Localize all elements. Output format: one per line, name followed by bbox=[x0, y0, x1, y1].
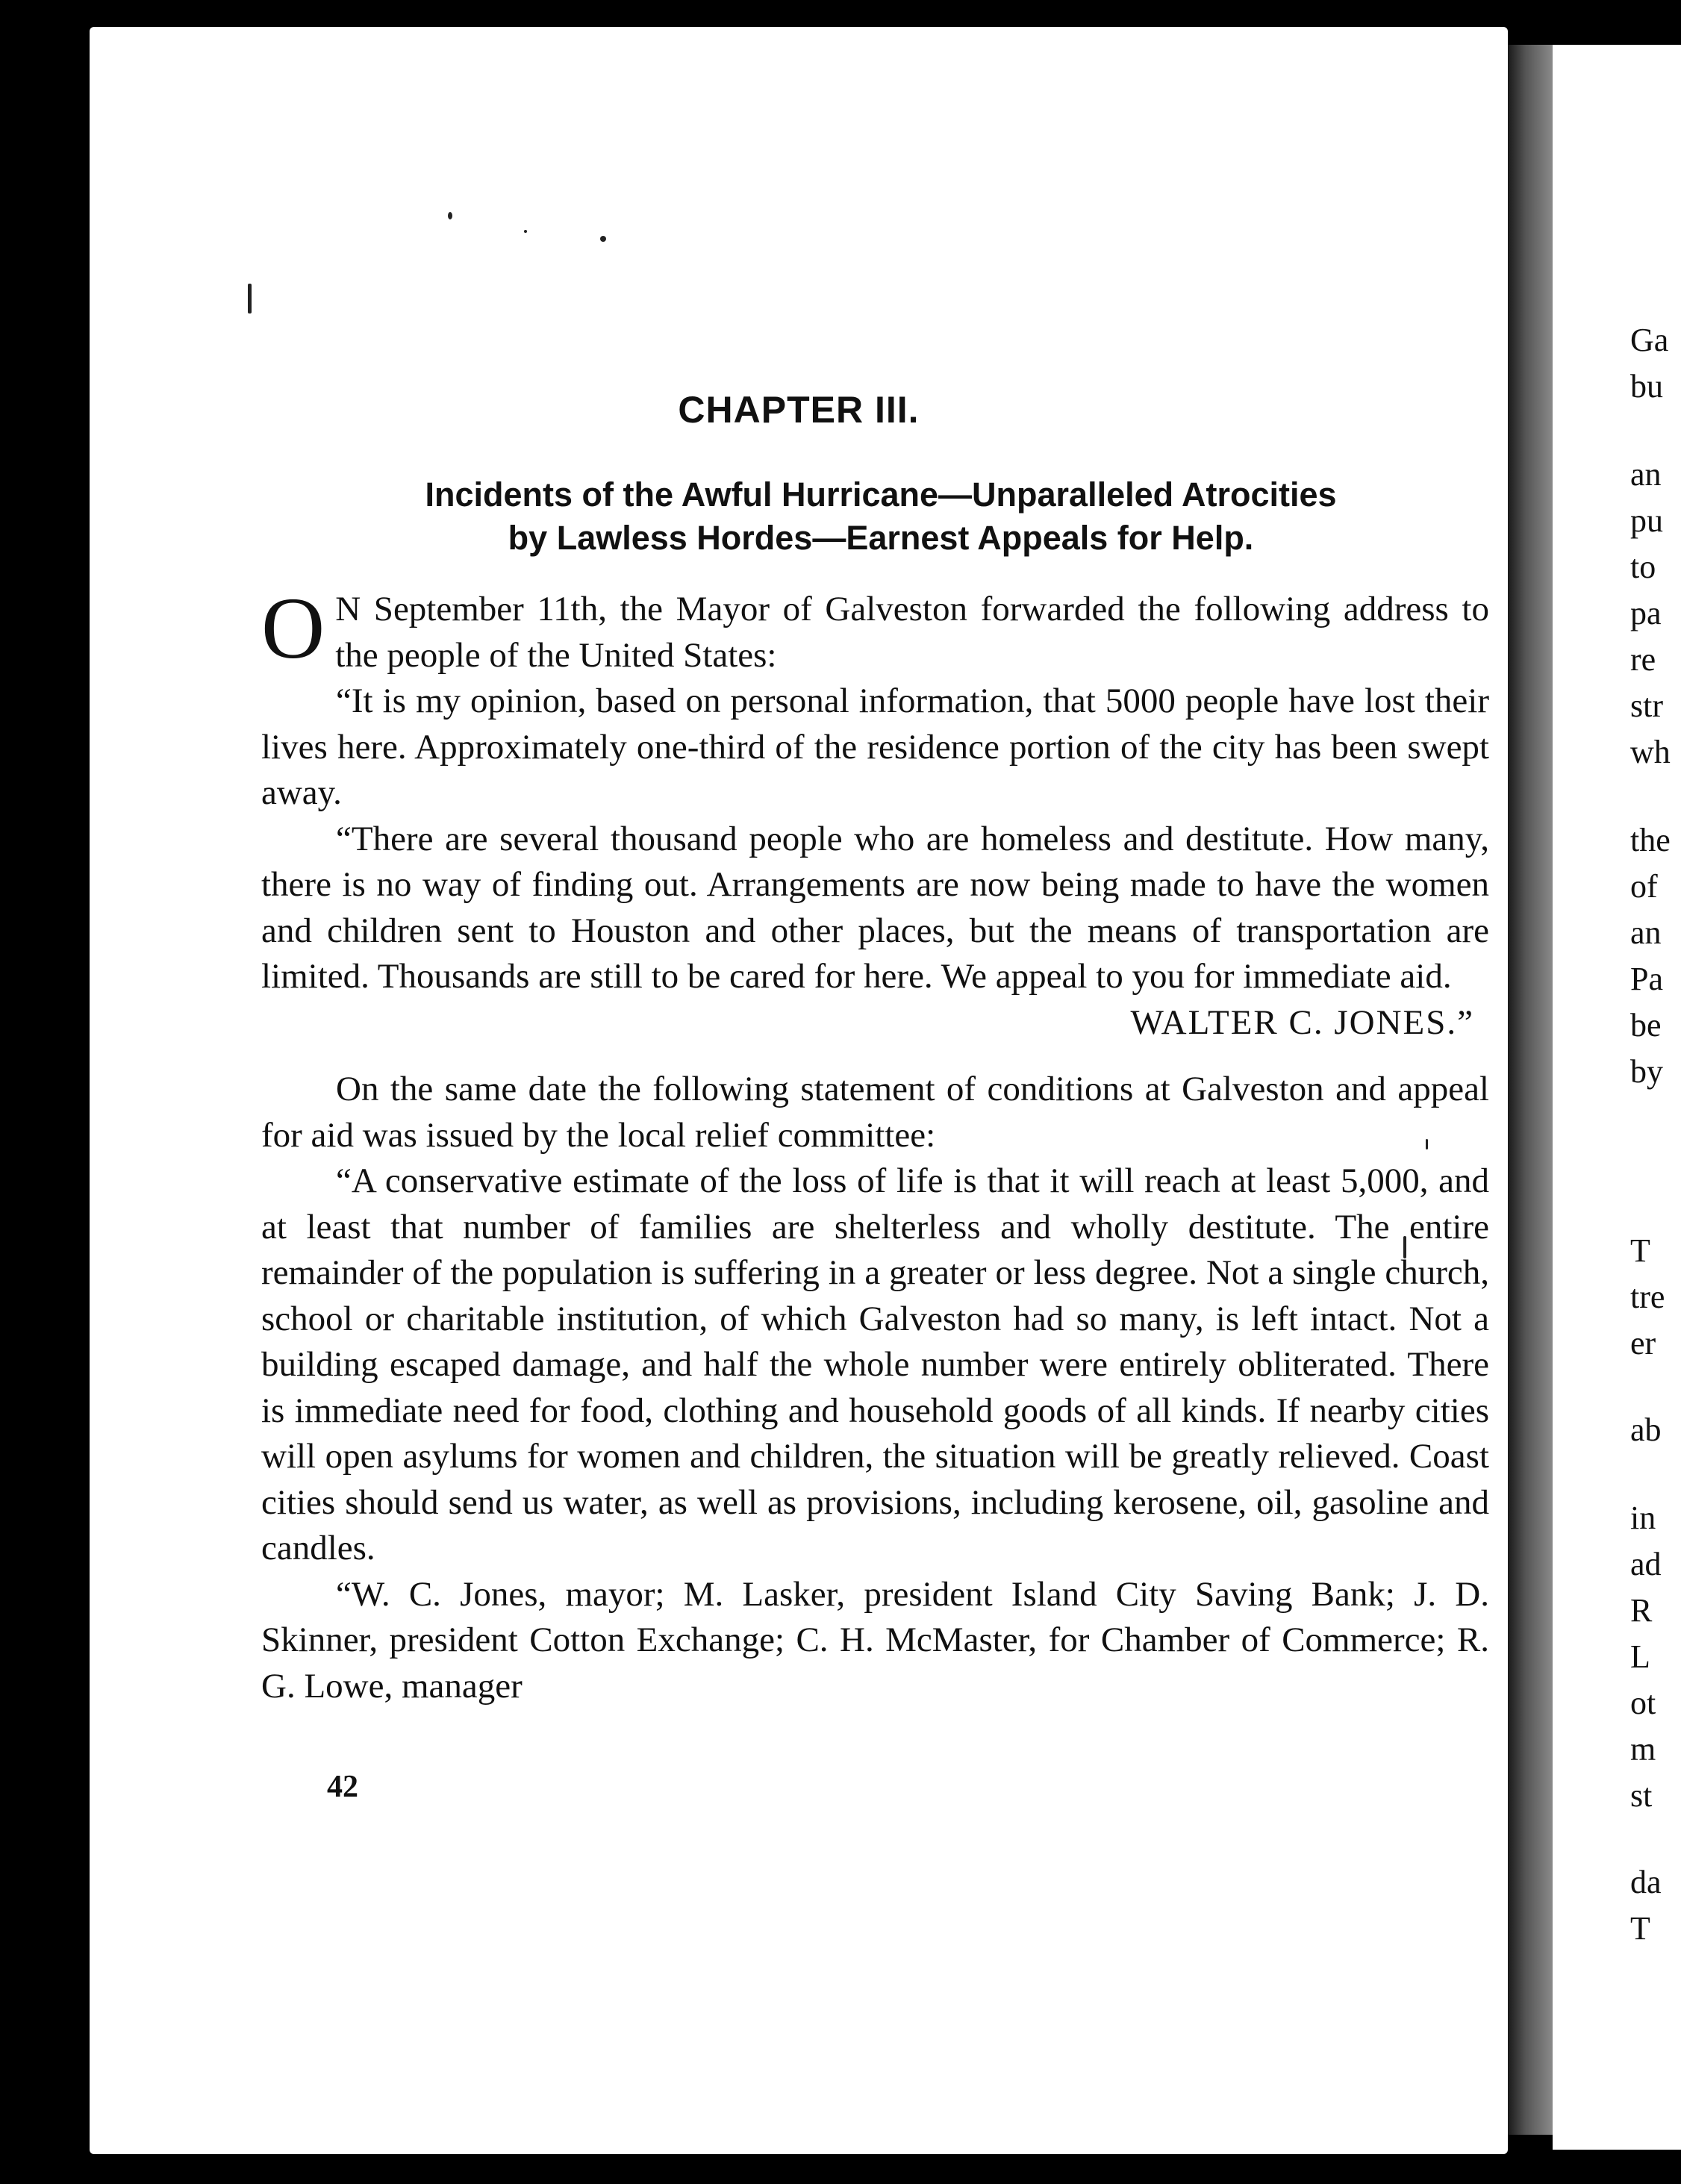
body-text bbox=[261, 579, 1489, 1709]
facing-page-fragment: L bbox=[1630, 1638, 1650, 1675]
facing-page-fragment: T bbox=[1630, 1232, 1650, 1269]
facing-page-fragment: be bbox=[1630, 1007, 1662, 1043]
facing-page-fragment: the bbox=[1630, 822, 1671, 858]
facing-page-fragment: da bbox=[1630, 1864, 1662, 1900]
scan-speck bbox=[600, 236, 606, 242]
facing-page-fragment: R bbox=[1630, 1592, 1653, 1629]
facing-page-fragment: an bbox=[1630, 914, 1662, 951]
facing-page-fragment: tre bbox=[1630, 1279, 1665, 1315]
facing-page-fragment: ab bbox=[1630, 1411, 1662, 1448]
paragraph-mayor-opinion: “It is my opinion, based on personal information, that 5000 people have lost their lives here. Approximately one-third of the residence portion of the city has been swept away. bbox=[261, 681, 1489, 812]
paragraph-committee-statement: “A conservative estimate of the loss of life is that it will reach at least 5,000, and at least that number of families are shelterless and wholly destitute. The entire remainder of the population is suffering in a greater or less degree. Not a single church, school or charitable institution, of which Galveston had so many, is left intact. Not a building escaped damage, and half the whole number were entirely obliterated. There is immediate need for food, clothing and household goods of all kinds. If nearby cities will open asylums for women and children, the situation will be greatly relieved. Coast cities should send us water, as well as provisions, including kerosene, oil, gasoline and candles. bbox=[261, 1161, 1489, 1567]
facing-page-fragment: Pa bbox=[1630, 961, 1663, 997]
facing-page-fragment: re bbox=[1630, 641, 1656, 678]
facing-page-fragment: to bbox=[1630, 549, 1656, 585]
paragraph-mayor-appeal-text: “There are several thousand people who are homeless and destitute. How many, there is no way of finding out. Arrangements are now being made to have the women and children sent to Houston and other places, but the means of transportation are limited. Thousands are still to be cared for here. We appeal to you for immediate aid. bbox=[261, 819, 1489, 996]
drop-cap: O bbox=[261, 579, 325, 677]
facing-page-fragment: st bbox=[1630, 1777, 1653, 1814]
chapter-title: CHAPTER III. bbox=[678, 389, 920, 431]
facing-page-fragment: an bbox=[1630, 456, 1662, 493]
facing-page-fragment: m bbox=[1630, 1731, 1656, 1768]
chapter-subtitle-line-2: by Lawless Hordes—Earnest Appeals for Help. bbox=[508, 519, 1254, 557]
facing-page-fragment: pa bbox=[1630, 595, 1662, 631]
facing-page-fragment: str bbox=[1630, 687, 1663, 724]
book-page bbox=[90, 27, 1508, 2154]
facing-page-fragment: wh bbox=[1630, 734, 1671, 770]
facing-page-fragment: T bbox=[1630, 1910, 1650, 1947]
scan-speck bbox=[524, 230, 527, 233]
paragraph-signatories: “W. C. Jones, mayor; M. Lasker, president Island City Saving Bank; J. D. Skinner, president Cotton Exchange; C. H. McMaster, for Chamber of Commerce; R. G. Lowe, manager bbox=[261, 1574, 1489, 1706]
facing-page-fragment: er bbox=[1630, 1325, 1656, 1361]
facing-page-fragment: by bbox=[1630, 1053, 1663, 1090]
page-number: 42 bbox=[327, 1770, 358, 1804]
chapter-subtitle bbox=[261, 473, 1500, 560]
facing-page-fragment: in bbox=[1630, 1500, 1656, 1536]
paragraph-opening-text: N September 11th, the Mayor of Galveston forwarded the following address to the people of the United States: bbox=[335, 590, 1489, 675]
facing-page-fragment: pu bbox=[1630, 502, 1663, 539]
chapter-subtitle-line-1: Incidents of the Awful Hurricane—Unparalleled Atrocities bbox=[425, 475, 1337, 514]
facing-page-partial bbox=[1553, 45, 1681, 2150]
paragraph-committee-intro: On the same date the following statement of conditions at Galveston and appeal for aid was issued by the local relief committee: bbox=[261, 1070, 1489, 1155]
facing-page-fragment: Ga bbox=[1630, 322, 1669, 358]
scan-speck bbox=[448, 212, 452, 219]
paragraph-mayor-appeal bbox=[261, 817, 1489, 1046]
paragraph-opening bbox=[261, 579, 1489, 678]
facing-page-fragment: bu bbox=[1630, 368, 1663, 405]
facing-page-fragment: ad bbox=[1630, 1546, 1662, 1582]
facing-page-fragment: of bbox=[1630, 868, 1658, 905]
facing-page-fragment: ot bbox=[1630, 1685, 1656, 1721]
signature-walter-jones: WALTER C. JONES.” bbox=[1130, 1002, 1474, 1042]
book-gutter bbox=[1508, 45, 1553, 2135]
scan-speck bbox=[248, 284, 252, 313]
